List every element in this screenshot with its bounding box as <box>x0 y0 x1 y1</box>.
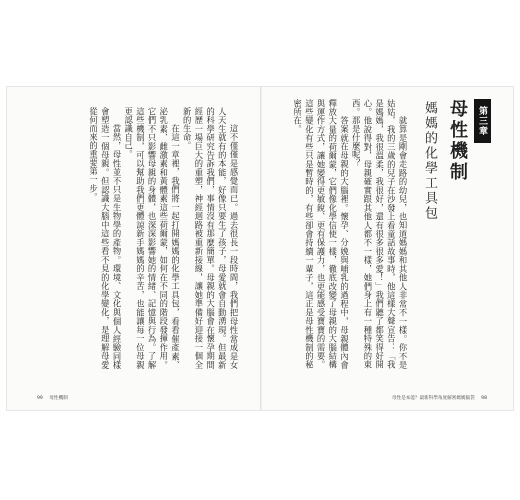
right-paragraph: 就算是剛會走路的幼兒，也知道媽媽和其他人非常不一樣。你不是姑姑，我的三歲的兒子在沙發上看童話故事時，他這樣大聲宣告：「我是媽媽，我很溫柔，我很好，還有很多很多愛！」我們聽了都笑得好開心。他說得對，母親確實跟其他人都不一樣，她們身上有一種特殊的東西。那是什麼呢？ <box>351 99 408 369</box>
right-paragraph: 答案就在母親的大腦裡。懷孕、分娩與哺乳的過程中，母親體內會釋放大量的荷爾蒙，它們像化學信使一樣，徹底改變了母親的大腦結構與運作方式，讓她變得更敏銳、更有保護力，也更能感受寶寶的需要。這些變化有些只是暫時的，有些卻會持續一輩子，這正是母性機制的秘密所在。 <box>292 99 350 369</box>
left-body-text <box>47 107 239 369</box>
right-body-text <box>276 99 408 369</box>
chapter-subtitle: 媽媽的化學工具包 <box>422 101 437 221</box>
right-page-number: 98 <box>481 396 488 401</box>
book-spread <box>7 87 513 410</box>
right-footer <box>392 395 492 401</box>
right-running-head: 母性是本能？最新科學角度解密媽媽腦袋 <box>392 396 475 401</box>
left-running-head: 母性機制 <box>49 396 68 401</box>
left-page-number: 99 <box>37 396 43 401</box>
left-page <box>7 87 260 410</box>
left-paragraph: 這不僅僅是感覺而已。過去很長一段時間，我們把母性當成是女人天生就有的本能，好像只要生了孩子，母愛就會自動湧現。但最新的科學研究告訴我們，事情沒有那麼簡單。母親的大腦會在懷孕期間經歷一場巨大的重塑，神經迴路被重新接線，讓她準備好迎接一個全新的生命。 <box>182 107 239 369</box>
chapter-badge: 第三章 <box>474 99 491 143</box>
right-page <box>262 87 513 410</box>
chapter-title: 母性機制 <box>447 99 468 183</box>
left-paragraph: 在這一章裡，我們將一起打開媽媽的化學工具包，看看催產素、泌乳素、雌激素和黃體素這些荷爾蒙，如何在不同的階段發揮作用。它們不只影響母親的身體，也深深影響她的情緒、記憶與行為。了解這些機制，可以幫助我們更體諒新手媽媽的辛苦，也能讓每一位母親更認識自己。 <box>123 107 181 369</box>
left-footer <box>37 395 73 401</box>
left-paragraph: 當然，母性並不只是生物學的產物。環境、文化與個人經驗同樣會塑造一個母親。但認識大腦中這些看不見的化學變化，是理解母愛從何而來的重要第一步。 <box>88 107 122 369</box>
